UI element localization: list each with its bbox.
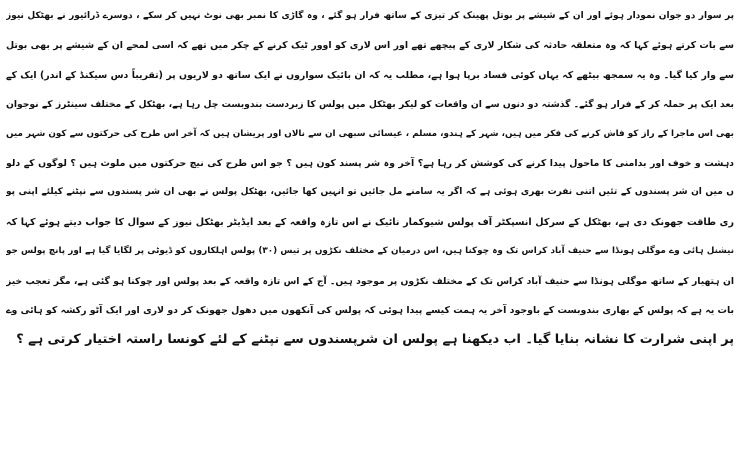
text-line: بات یہ ہے کہ پولس کے بھاری بندوبست کے باوجود آخر یہ ہمت کیسے پیدا ہوئی کہ پولس کی آنکھوں میں دھول جھونک کر دو لاری اور ایک آٹو رکشہ کو ہائی وے [6, 304, 734, 316]
text-line: ری طاقت جھونک دی ہے، بھٹکل کے سرکل انسپکٹر آف پولس شیوکمار نائیک نے اس تازہ واقعہ کے بعد ایڈیٹر بھٹکل نیوز کے سوال کا جواب دیتے ہوئے کہا کہ [6, 216, 734, 228]
text-line: پر سوار دو جوان نمودار ہوئے اور ان کے شیشے پر بوتل پھینک کر تیزی کے ساتھ فرار ہو گئے ، وہ گاڑی کا نمبر بھی نوٹ نہیں کر سکے ، دوسرے ڈرائیور نے بھٹکل نیوز [6, 11, 734, 21]
text-line: سے بات کرتے ہوئے کہا کہ وہ متعلقہ حادثہ کی شکار لاری کے پیچھے تھے اور اس لاری کو اوور ٹیک کرنے کے چکر میں تھے کہ اسی لمحے ان کے شیشے پر بھی بوتل [6, 40, 734, 52]
text-line: سے وار کیا گیا۔ وہ یہ سمجھ بیٹھے کہ یہاں کوئی فساد برپا ہوا ہے، مطلب یہ کہ ان بائیک سواروں نے ایک ساتھ دو لاریوں پر (تقریباً دس سیکنڈ کے اندر) ایک کے [6, 69, 734, 81]
text-line: ں میں ان شر پسندوں کے تئیں اتنی نفرت بھری ہوئی ہے کہ اگر یہ سامنے مل جائیں تو انہیں کھا جائیں، بھٹکل پولس نے بھی ان شر پسندوں سے نپٹنے کیلئے اپنی پو [6, 187, 734, 198]
text-line: نیشنل ہائی وے موگلی ہونڈا سے حنیف آباد کراس تک وہ چوکنا ہیں، اس درمیان کے مختلف نکڑوں پر تیس (۳۰) پولس اہلکاروں کو ڈیوٹی پر لگایا گیا ہے اور پانچ پولس جو [6, 246, 734, 257]
text-line: بعد ایک پر حملہ کر کے فرار ہو گئے۔ گذشتہ دو دنوں سے ان واقعات کو لیکر بھٹکل میں پولس کا زبردست بندوبست چل رہا ہے، بھٹکل کے مختلف سینٹرز کے نوجوان [6, 99, 734, 111]
article-text [6, 2, 734, 355]
text-line: پر اپنی شرارت کا نشانہ بنایا گیا۔ اب دیکھنا ہے پولس ان شرپسندوں سے نپٹنے کے لئے کونسا راستہ اختیار کرتی ہے ؟ [16, 332, 734, 348]
text-line: بھی اس ماجرا کے راز کو فاش کرنے کی فکر میں ہیں، شہر کے ہندو، مسلم ، عیسائی سبھی ان سے نالاں اور پریشان ہیں کہ آخر اس طرح کی حرکتوں سے کون شہر میں [6, 128, 734, 139]
text-line: دہشت و خوف اور بدامنی کا ماحول پیدا کرنے کی کوشش کر رہا ہے؟ آخر وہ شر پسند کون ہیں ؟ جو اس طرح کی نیچ حرکتوں میں ملوث ہیں ؟ لوگوں کے دلو [6, 157, 734, 169]
text-line: ان ہتھیار کے ساتھ موگلی ہونڈا سے حنیف آباد کراس تک کے مختلف نکڑوں پر موجود ہیں۔ آج کے اس تازہ واقعہ کے بعد پولس اور چوکنا ہو گئی ہے، مگر تعجب خیز [6, 275, 734, 287]
